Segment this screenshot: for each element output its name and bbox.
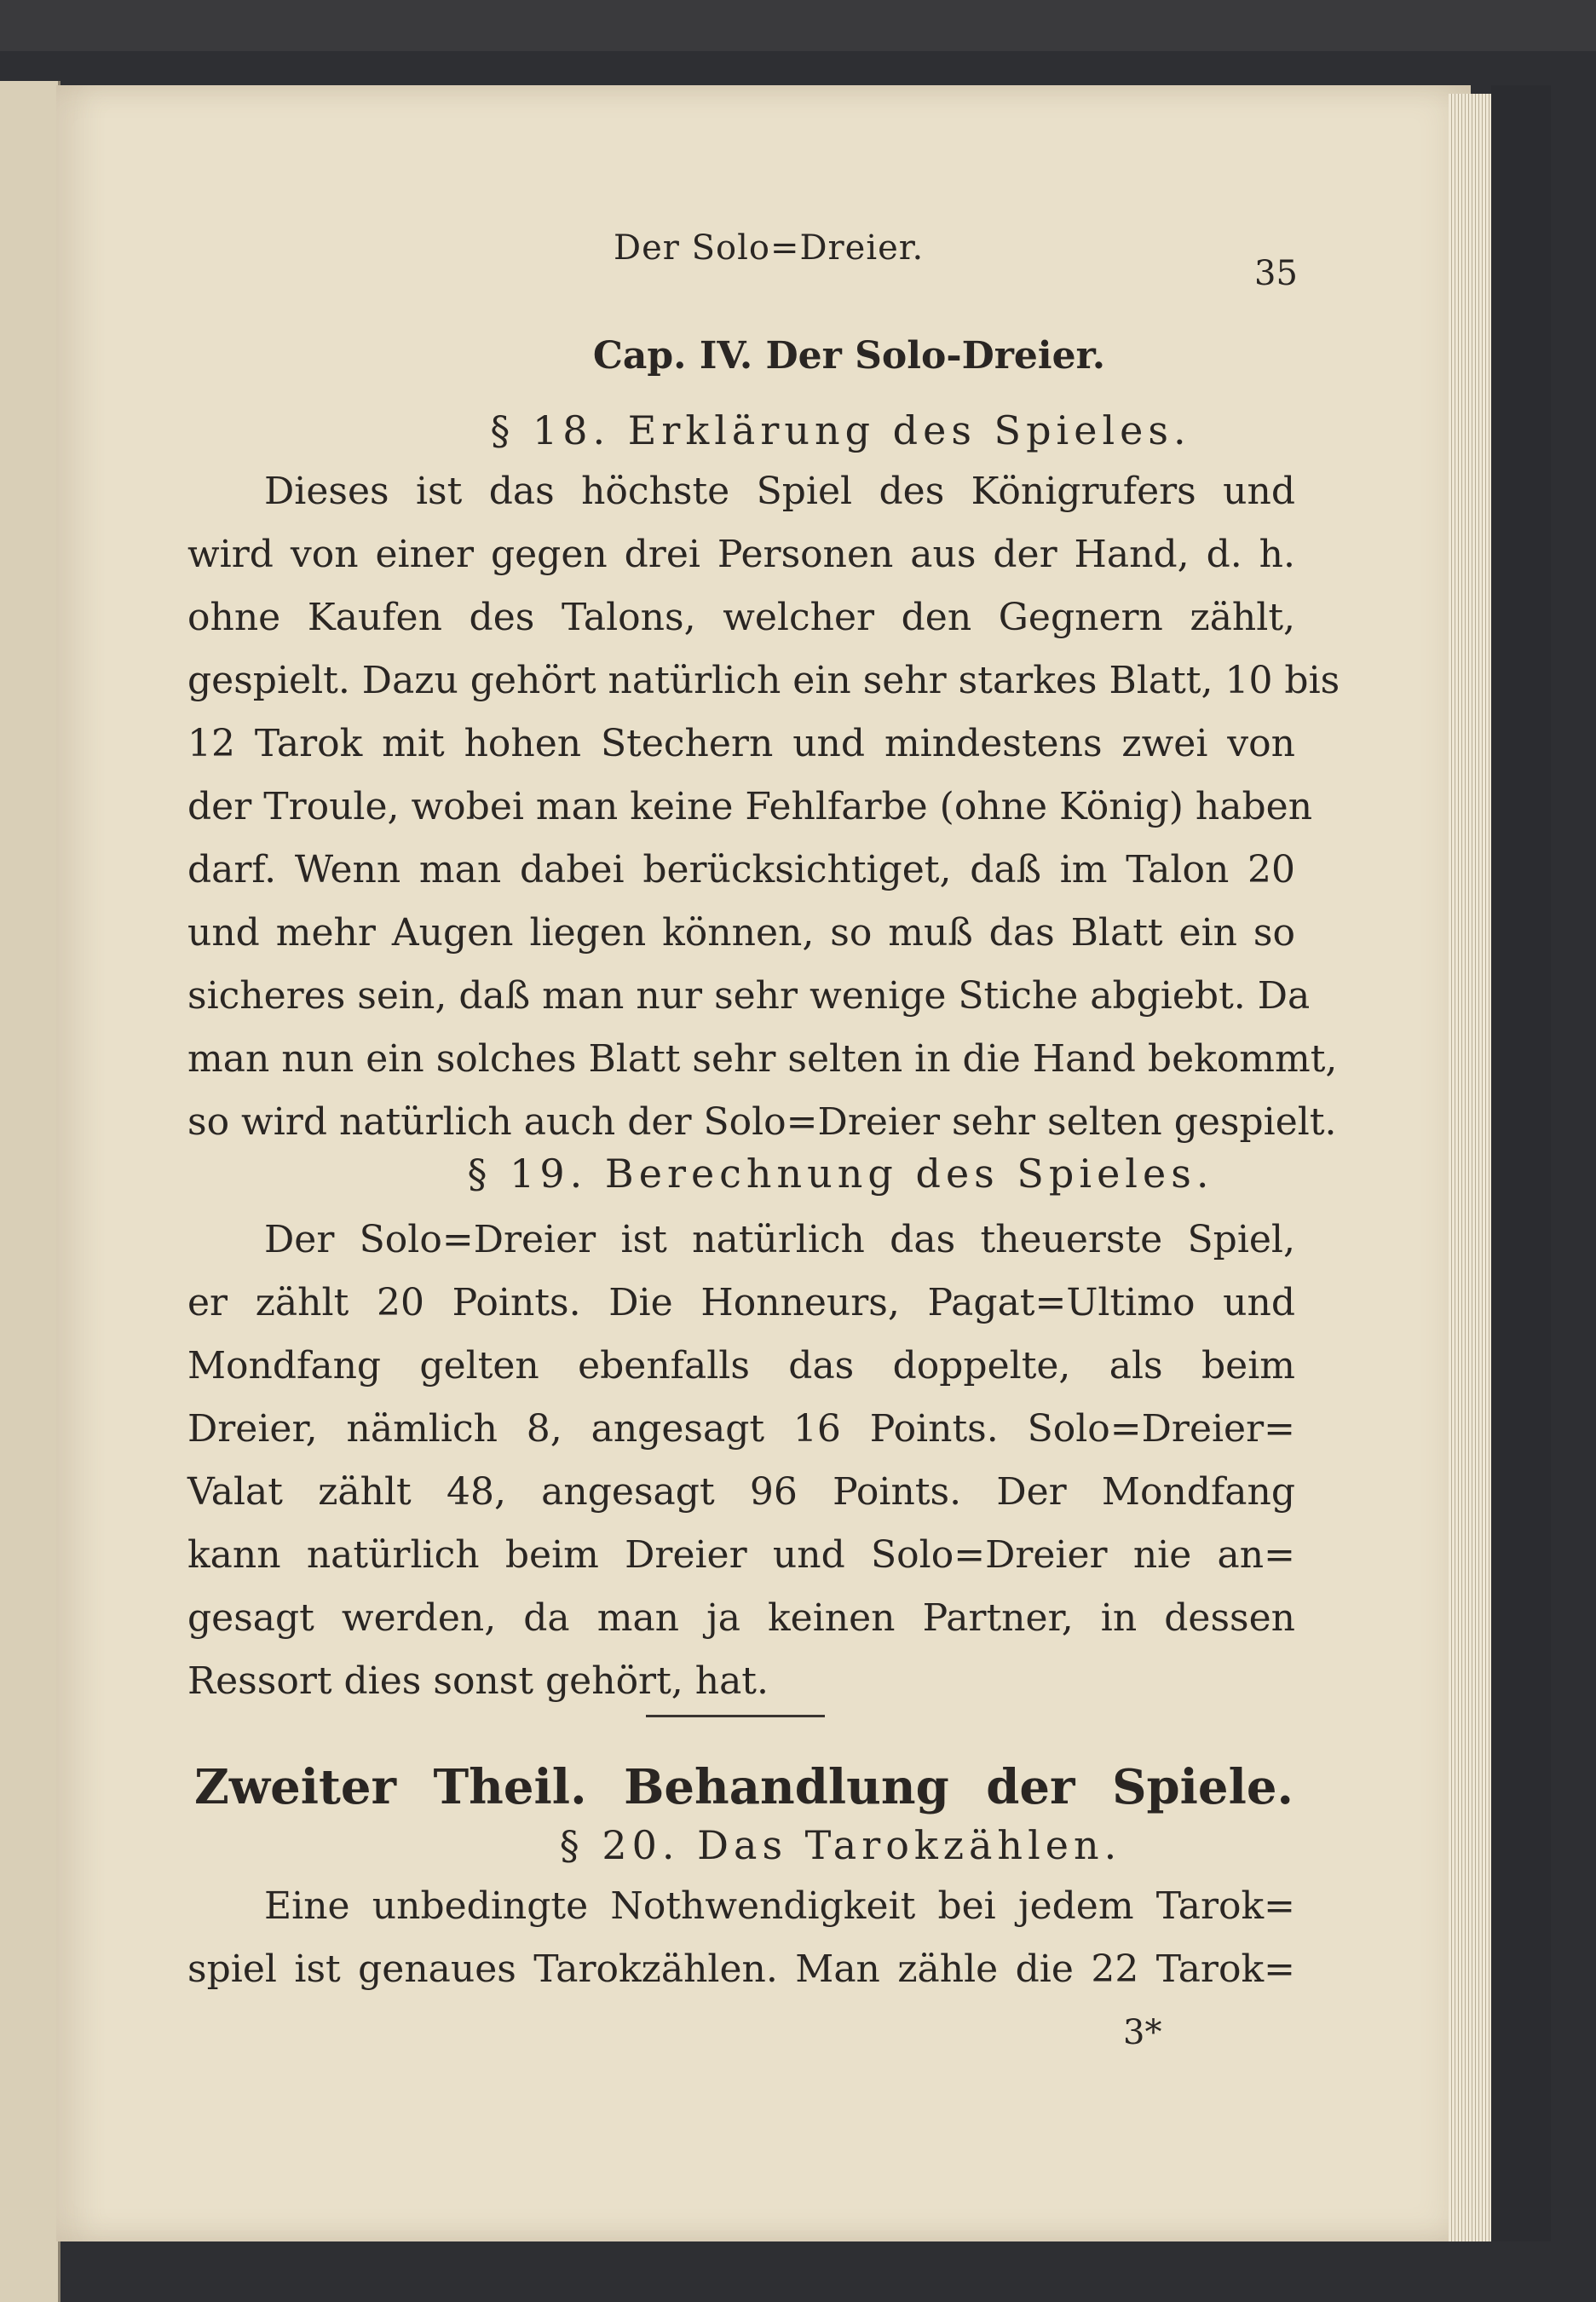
part-heading-word: Zweiter — [194, 1759, 396, 1815]
part-heading-word: der — [986, 1759, 1075, 1815]
section-20-heading: § 20. Das Tarokzählen. — [559, 1822, 1122, 1868]
text-line: Ressort dies sonst gehört, hat. — [187, 1659, 769, 1703]
text-line: gesagt werden, da man ja keinen Partner, in dessen — [187, 1596, 1295, 1640]
section-20-paragraph — [187, 1875, 1295, 2001]
section-19-paragraph — [187, 1209, 1295, 1713]
signature-mark: 3* — [1123, 2013, 1162, 2052]
text-line: ohne Kaufen des Talons, welcher den Gegnern zählt, — [187, 596, 1295, 639]
text-line: 12 Tarok mit hohen Stechern und mindestens zwei von — [187, 722, 1295, 765]
text-line: und mehr Augen liegen können, so muß das Blatt ein so — [187, 911, 1295, 955]
text-line: gespielt. Dazu gehört natürlich ein sehr starkes Blatt, 10 bis — [187, 659, 1340, 702]
text-line: sicheres sein, daß man nur sehr wenige Stiche abgiebt. Da — [187, 974, 1311, 1018]
text-line: Valat zählt 48, angesagt 96 Points. Der Mondfang — [187, 1470, 1295, 1514]
part-heading-word: Behandlung — [624, 1759, 949, 1815]
text-line: Dieses ist das höchste Spiel des Königrufers und — [264, 470, 1295, 513]
running-header: Der Solo=Dreier. — [614, 228, 925, 268]
text-line: wird von einer gegen drei Personen aus der Hand, d. h. — [187, 533, 1295, 576]
section-18-paragraph — [187, 460, 1340, 1154]
section-19-heading: § 19. Berechnung des Spieles. — [467, 1151, 1214, 1197]
part-heading-word: Spiele. — [1112, 1759, 1294, 1815]
text-line: er zählt 20 Points. Die Honneurs, Pagat=Ultimo und — [187, 1281, 1295, 1324]
part-two-heading — [194, 1759, 1294, 1815]
section-18-heading: § 18. Erklärung des Spieles. — [490, 407, 1191, 453]
part-heading-word: Theil. — [433, 1759, 587, 1815]
text-line: kann natürlich beim Dreier und Solo=Dreier nie an= — [187, 1533, 1295, 1577]
page-number: 35 — [1254, 254, 1298, 293]
text-line: Eine unbedingte Nothwendigkeit bei jedem Tarok= — [264, 1884, 1295, 1928]
chapter-title: Cap. IV. Der Solo-Dreier. — [592, 334, 1106, 378]
text-line: spiel ist genaues Tarokzählen. Man zähle die 22 Tarok= — [187, 1947, 1295, 1991]
text-line: Dreier, nämlich 8, angesagt 16 Points. Solo=Dreier= — [187, 1407, 1295, 1451]
text-line: so wird natürlich auch der Solo=Dreier sehr selten gespielt. — [187, 1100, 1337, 1144]
text-line: darf. Wenn man dabei berücksichtiget, daß im Talon 20 — [187, 848, 1295, 891]
text-line: Der Solo=Dreier ist natürlich das theuerste Spiel, — [264, 1218, 1295, 1261]
text-line: der Troule, wobei man keine Fehlfarbe (ohne König) haben — [187, 785, 1313, 828]
section-divider — [646, 1715, 825, 1717]
text-line: Mondfang gelten ebenfalls das doppelte, als beim — [187, 1344, 1295, 1388]
text-line: man nun ein solches Blatt sehr selten in die Hand bekommt, — [187, 1037, 1338, 1081]
